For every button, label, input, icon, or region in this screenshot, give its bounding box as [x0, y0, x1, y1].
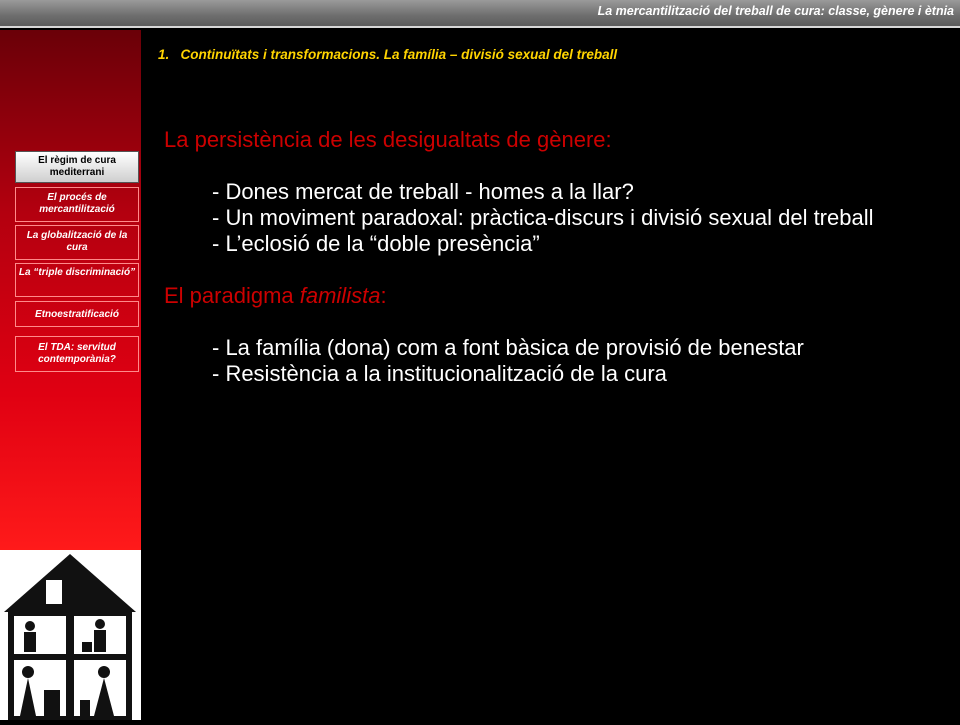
- house-family-silhouette-icon: [0, 550, 141, 720]
- point-1-heading: La persistència de les desigualtats de gènere:: [164, 127, 612, 152]
- point-1-bullet-3: - L’eclosió de la “doble presència”: [212, 231, 540, 256]
- slide-content: [164, 127, 924, 387]
- nav-item-mercantilitzacio[interactable]: El procés de mercantilització: [15, 187, 139, 222]
- sidebar: [0, 30, 141, 550]
- nav-item-tda[interactable]: El TDA: servitud contemporània?: [15, 336, 139, 372]
- section-title: Continuïtats i transformacions. La família – divisió sexual del treball: [180, 47, 618, 62]
- point-1-bullet-2: - Un moviment paradoxal: pràctica-discurs i divisió sexual del treball: [212, 205, 874, 230]
- nav-item-globalitzacio[interactable]: La globalització de la cura: [15, 225, 139, 260]
- top-banner: [0, 0, 960, 28]
- nav-item-etnoestratificacio[interactable]: Etnoestratificació: [15, 301, 139, 327]
- nav-item-regim-cura[interactable]: El règim de cura mediterrani: [15, 151, 139, 183]
- presentation-title: La mercantilització del treball de cura: classe, gènere i ètnia: [597, 4, 954, 18]
- point-2-heading: El paradigma familista:: [164, 283, 387, 308]
- section-heading: [158, 47, 617, 62]
- section-number: 1.: [158, 47, 170, 62]
- nav-item-triple-discriminacio[interactable]: La “triple discriminació”: [15, 263, 139, 297]
- point-2-bullet-1: - La família (dona) com a font bàsica de provisió de benestar: [212, 335, 804, 360]
- point-1-bullet-1: - Dones mercat de treball - homes a la llar?: [212, 179, 634, 204]
- house-illustration: [0, 550, 141, 720]
- point-2-bullet-2: - Resistència a la institucionalització de la cura: [212, 361, 667, 386]
